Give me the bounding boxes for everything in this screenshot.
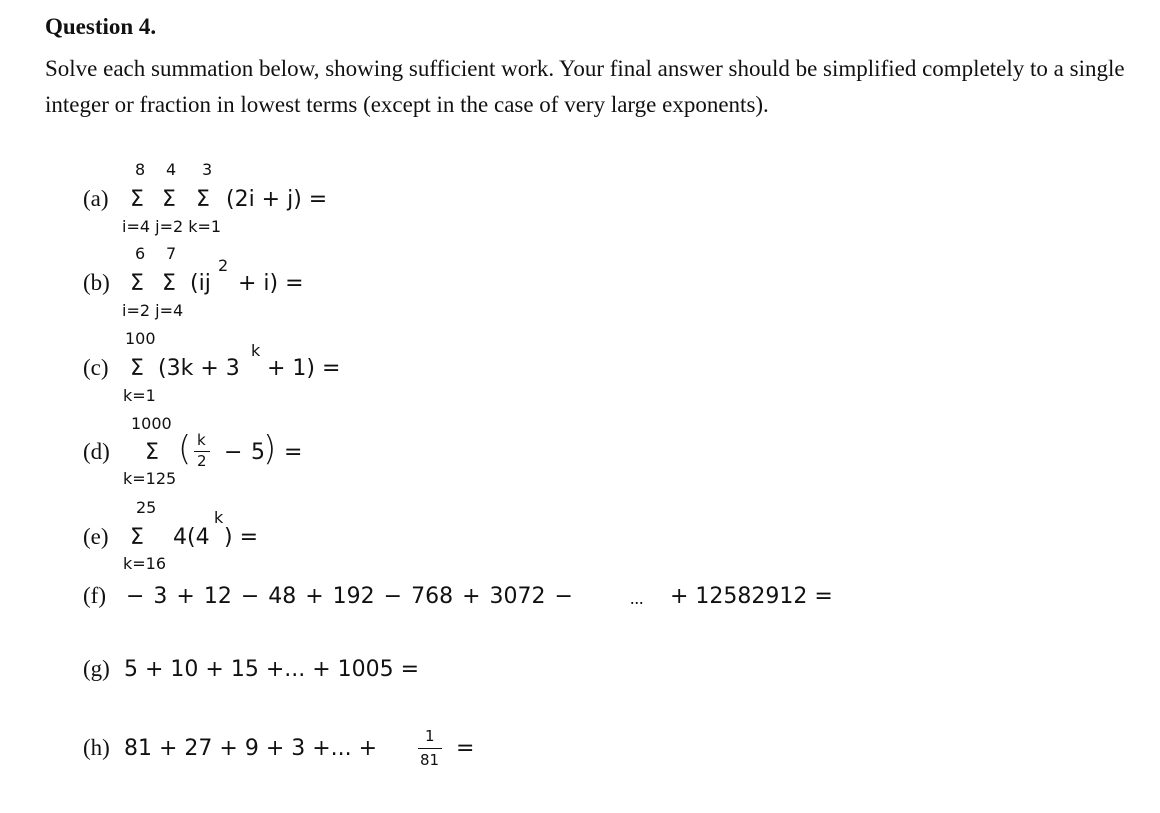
- part-h-denominator: 81: [420, 751, 440, 769]
- sigma-symbol: Σ: [196, 187, 210, 212]
- part-a-body: (2i + j) =: [226, 187, 328, 212]
- part-d-upper: 1000: [131, 414, 172, 433]
- part-f-body: − 3 + 12 − 48 + 192 − 768 + 3072 −: [126, 584, 573, 609]
- part-a-upper-1: 8: [135, 160, 146, 179]
- right-paren: ): [263, 429, 277, 469]
- part-b-upper-2: 7: [166, 244, 177, 263]
- sigma-symbol: Σ: [130, 271, 144, 296]
- part-d-denominator: 2: [197, 452, 207, 470]
- part-d-minus: −: [224, 440, 243, 465]
- part-b-lower: i=2 j=4: [122, 301, 184, 320]
- part-e-upper: 25: [136, 498, 157, 517]
- sigma-symbol: Σ: [130, 187, 144, 212]
- part-b-body-pre: (ij: [190, 271, 211, 296]
- part-e-body-pre: 4(4: [173, 525, 210, 550]
- part-g-label: (g): [83, 656, 110, 681]
- left-paren: (: [178, 429, 192, 469]
- part-b-upper-1: 6: [135, 244, 146, 263]
- fraction-bar: [418, 748, 442, 749]
- part-b-label: (b): [83, 270, 110, 295]
- part-b-body-post: + i) =: [238, 271, 304, 296]
- part-c-exponent: k: [251, 341, 261, 360]
- part-a-upper-2: 4: [166, 160, 177, 179]
- part-a-lower: i=4 j=2 k=1: [122, 217, 222, 236]
- part-c-body-post: + 1) =: [267, 356, 341, 381]
- part-h-equals: =: [456, 736, 475, 761]
- part-c-body-pre: (3k + 3: [158, 356, 240, 381]
- sigma-symbol: Σ: [145, 440, 159, 465]
- part-h-numerator: 1: [425, 727, 435, 745]
- instructions: Solve each summation below, showing sufficient work. Your final answer should be simplified completely to a single integer or fraction in lowest terms (except in the case of very large exponents).: [45, 56, 1125, 117]
- part-d-label: (d): [83, 439, 110, 464]
- part-c-upper: 100: [125, 329, 156, 348]
- part-c-lower: k=1: [123, 386, 156, 405]
- part-h-label: (h): [83, 735, 110, 760]
- part-f-label: (f): [83, 583, 106, 608]
- part-e-label: (e): [83, 524, 109, 549]
- part-b-exponent: 2: [218, 256, 229, 275]
- sigma-symbol: Σ: [130, 356, 144, 381]
- part-d-const: 5: [251, 440, 265, 465]
- part-e-lower: k=16: [123, 554, 167, 573]
- part-e-body-post: ) =: [224, 525, 259, 550]
- sigma-symbol: Σ: [162, 187, 176, 212]
- sigma-symbol: Σ: [162, 271, 176, 296]
- part-g-body: 5 + 10 + 15 +... + 1005 =: [124, 657, 420, 682]
- sigma-symbol: Σ: [130, 525, 144, 550]
- part-d-lower: k=125: [123, 469, 177, 488]
- part-h-body: 81 + 27 + 9 + 3 +... +: [124, 736, 378, 761]
- question-title: Question 4.: [45, 14, 157, 39]
- part-c-label: (c): [83, 355, 109, 380]
- part-f-tail: + 12582912 =: [670, 584, 833, 609]
- part-d-equals: =: [284, 440, 303, 465]
- part-f-ellipsis: ...: [630, 588, 644, 608]
- part-a-label: (a): [83, 186, 109, 211]
- part-a-upper-3: 3: [202, 160, 213, 179]
- part-d-numerator: k: [197, 431, 206, 449]
- part-e-exponent: k: [214, 508, 224, 527]
